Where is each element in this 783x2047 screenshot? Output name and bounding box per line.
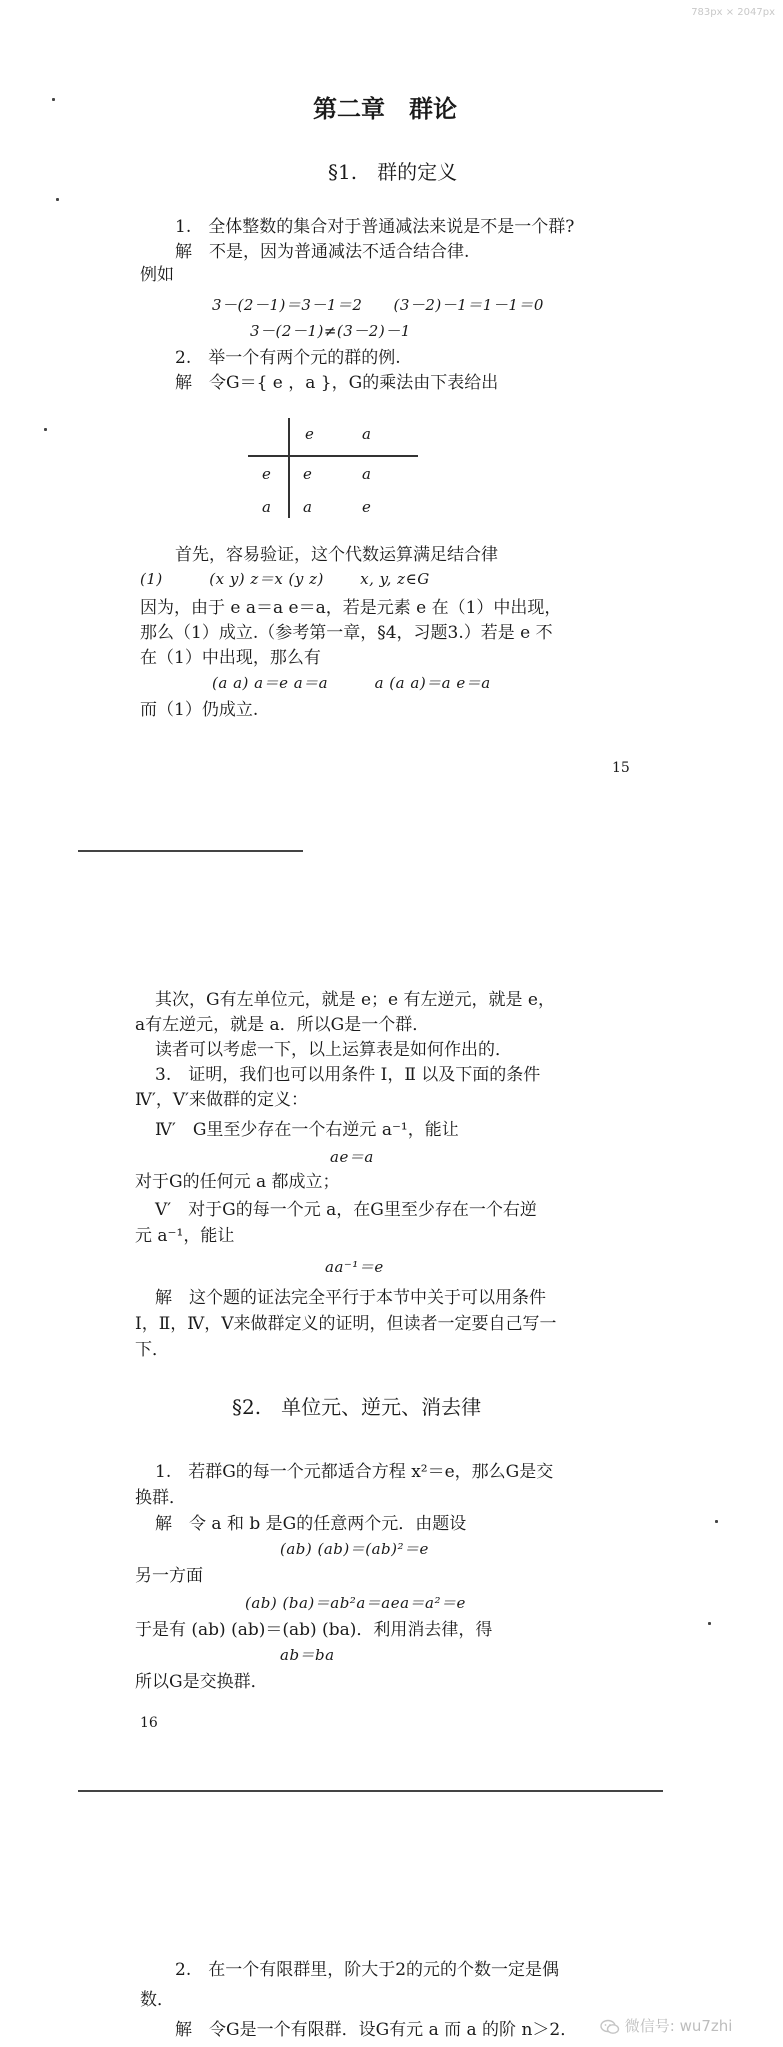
paragraph-text: 所以G是交换群． [135,1672,268,1692]
paragraph-text: 于是有 (ab) (ab)＝(ab) (ba)．利用消去律，得 [135,1620,493,1640]
exercise-question: 2. 在一个有限群里，阶大于2的元的个数一定是偶 [175,1960,560,1980]
watermark-text: 微信号: wu7zhi [624,2017,733,2035]
wechat-icon [600,2019,620,2035]
scan-speck [715,1520,718,1523]
table-cell: a [303,498,313,516]
table-header-cell: a [362,425,372,443]
formula: aa⁻¹＝e [325,1258,384,1276]
formula: (1) (x y) z＝x (y z) x, y, z∈G [140,570,430,588]
exercise-answer: 解 令G是一个有限群．设G有元 a 而 a 的阶 n＞2． [175,2020,578,2040]
exercise-question: 1. 全体整数的集合对于普通减法来说是不是一个群? [175,217,575,237]
exercise-question: 2. 举一个有两个元的群的例. [175,348,401,368]
paragraph-text: 读者可以考虑一下，以上运算表是如何作出的． [155,1040,512,1060]
chapter-title: 第二章 群论 [313,95,457,123]
paragraph-text: 在（1）中出现，那么有 [140,648,321,668]
formula: ab＝ba [280,1646,335,1664]
exercise-answer: 解 令 a 和 b 是G的任意两个元．由题设 [155,1514,467,1534]
paragraph-text: 例如 [140,265,174,285]
paragraph-text: 另一方面 [135,1566,203,1586]
scan-speck [708,1622,711,1625]
formula: 3－(2－1)＝3－1＝2 (3－2)－1＝1－1＝0 [212,296,544,314]
paragraph-text: 其次，G有左单位元，就是 e；e 有左逆元，就是 e， [155,990,555,1010]
scan-speck [44,428,47,431]
exercise-question: 3. 证明，我们也可以用条件 Ⅰ，Ⅱ 以及下面的条件 [155,1065,541,1085]
page-separator [78,1790,663,1792]
image-size-label: 783px × 2047px [691,7,775,18]
paragraph-text: 换群． [135,1488,186,1508]
paragraph-text: Ⅳ′ G里至少存在一个右逆元 a⁻¹，能让 [155,1120,459,1140]
paragraph-text: 数． [140,1990,174,2010]
paragraph-text: 对于G的任何元 a 都成立； [135,1172,340,1192]
exercise-answer: 解 不是，因为普通减法不适合结合律. [175,242,470,262]
paragraph-text: Ⅰ，Ⅱ，Ⅳ，Ⅴ来做群定义的证明，但读者一定要自己写一 [135,1314,557,1334]
exercise-answer: 解 这个题的证法完全平行于本节中关于可以用条件 [155,1288,546,1308]
wechat-watermark [600,2014,775,2038]
paragraph-text: Ⅳ′，Ⅴ′来做群的定义： [135,1090,308,1110]
paragraph-text: 首先，容易验证，这个代数运算满足结合律 [175,545,498,565]
section-heading: §2. 单位元、逆元、消去律 [232,1395,482,1419]
formula: ae＝a [330,1148,374,1166]
paragraph-text: 元 a⁻¹，能让 [135,1226,235,1246]
page-separator [78,850,303,852]
page-number: 16 [140,1715,158,1731]
exercise-question: 1. 若群G的每一个元都适合方程 x²＝e，那么G是交 [155,1462,554,1482]
table-cell: e [362,498,372,516]
paragraph-text: 而（1）仍成立. [140,700,259,720]
table-cell: a [362,465,372,483]
section-heading: §1. 群的定义 [328,160,458,184]
table-row-label: e [262,465,272,483]
paragraph-text: 那么（1）成立.（参考第一章，§4，习题3.）若是 e 不 [140,623,553,643]
paragraph-text: Ⅴ′ 对于G的每一个元 a，在G里至少存在一个右逆 [155,1200,537,1220]
paragraph-text: a有左逆元，就是 a．所以G是一个群． [135,1015,430,1035]
table-horizontal-rule [248,455,418,457]
formula: 3－(2－1)≠(3－2)－1 [250,322,411,340]
table-row-label: a [262,498,272,516]
paragraph-text: 下． [135,1340,169,1360]
page-number: 15 [612,760,630,776]
formula: (ab) (ba)＝ab²a＝aea＝a²＝e [245,1594,466,1612]
scan-speck [56,198,59,201]
paragraph-text: 因为，由于 e a＝a e＝a，若是元素 e 在（1）中出现， [140,598,562,618]
formula: (ab) (ab)＝(ab)²＝e [280,1540,429,1558]
formula: (a a) a＝e a＝a a (a a)＝a e＝a [212,674,491,692]
table-cell: e [303,465,313,483]
exercise-answer: 解 令G＝{ e ，a }，G的乘法由下表给出 [175,373,499,393]
table-header-cell: e [305,425,315,443]
scan-speck [52,98,55,101]
table-vertical-rule [288,418,290,518]
